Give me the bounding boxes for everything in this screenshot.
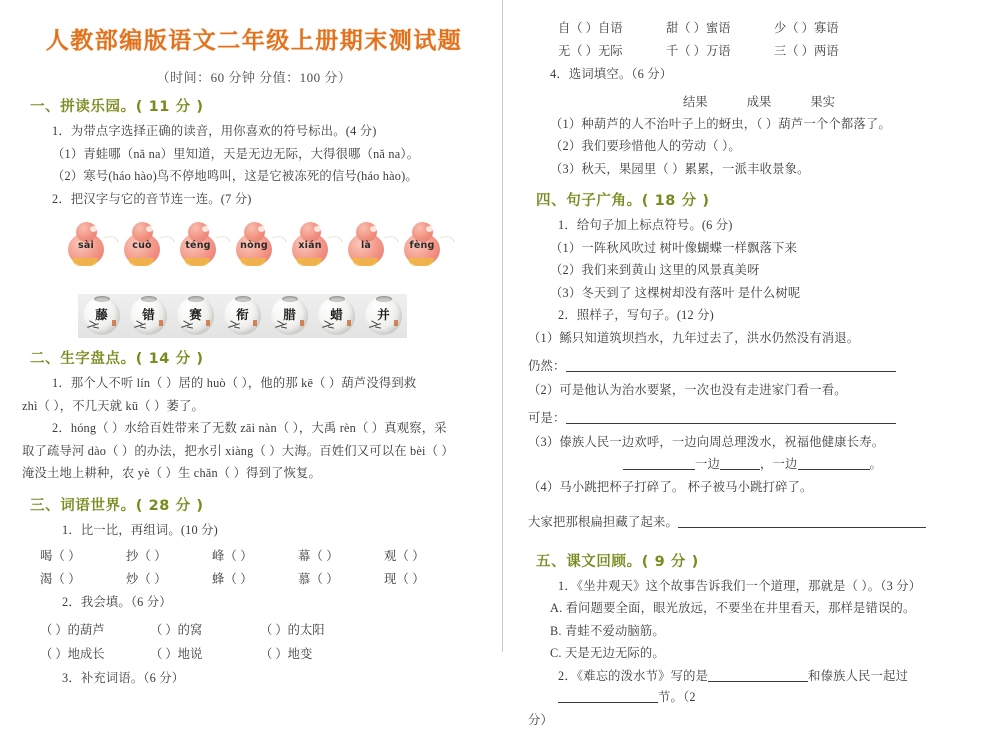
section-heading-1: 一、拼读乐园。( 11 分 ) bbox=[30, 99, 204, 115]
question-5-1-prompt: 1．《坐井观天》这个故事告诉我们一个道理，那就是（ ）。（3 分） bbox=[558, 578, 922, 593]
gourd-top-icon bbox=[300, 222, 321, 242]
choice-word: 果实 bbox=[810, 94, 835, 109]
question-1-1-prompt: 1．为带点字选择正确的读音，用你喜欢的符号标出。(4 分) bbox=[52, 124, 377, 138]
section-heading-3: 三、词语世界。( 28 分 ) bbox=[30, 497, 204, 514]
answer-blank[interactable] bbox=[623, 456, 695, 470]
gourd-top-icon bbox=[76, 222, 97, 242]
question-1-2-prompt: 2．把汉字与它的音节连一连。(7 分) bbox=[52, 191, 252, 206]
jar-item bbox=[219, 294, 266, 338]
idiom-row-bottom bbox=[558, 41, 990, 59]
fill-blank-cell: （ ）地变 bbox=[260, 646, 313, 661]
answer-blank[interactable] bbox=[566, 358, 896, 372]
question-1-1-item-2: （2）寒号(háo hào)鸟不停地鸣叫，这是它被冻死的信号(háo hào)。 bbox=[52, 169, 418, 184]
gourd-pinyin-label: nòng bbox=[240, 240, 268, 252]
word-pair-cell: 抄（ ） bbox=[126, 549, 167, 564]
gourd-pinyin-label: sài bbox=[78, 240, 94, 252]
answer-line-4 bbox=[528, 512, 990, 534]
jar-item bbox=[313, 294, 360, 338]
gourd-base-icon bbox=[184, 258, 210, 266]
fill-blank-cell: （ ）的太阳 bbox=[260, 622, 325, 637]
gourd-base-icon bbox=[240, 258, 266, 266]
answer-blank[interactable] bbox=[678, 514, 926, 528]
gourd-pinyin-label: xián bbox=[298, 240, 322, 252]
question-3-4-prompt: 4．选词填空。（6 分） bbox=[550, 67, 673, 81]
column-divider bbox=[502, 0, 503, 652]
answer-blank[interactable] bbox=[798, 456, 870, 470]
jar-character-label: 衔 bbox=[236, 307, 249, 323]
idiom-cell: 少（ ）寡语 bbox=[774, 21, 839, 35]
word-pair-cell: 渴（ ） bbox=[40, 572, 81, 587]
answer-line-2-label: 可是： bbox=[528, 411, 566, 426]
character-jar-row bbox=[78, 294, 486, 338]
fill-blank-cell: （ ）地成长 bbox=[40, 646, 105, 661]
idiom-cell: 自（ ）自语 bbox=[558, 21, 623, 35]
jar-character-label: 赛 bbox=[189, 307, 202, 323]
idiom-cell: 无（ ）无际 bbox=[558, 44, 623, 58]
section-heading-2: 二、生字盘点。( 14 分 ) bbox=[30, 351, 204, 368]
word-pair-cell: 幕（ ） bbox=[298, 549, 339, 564]
gourd-base-icon bbox=[408, 258, 434, 266]
section-2-line-2: zhì（ ），不几天就 kū（ ）萎了。 bbox=[22, 398, 204, 413]
answer-blank[interactable] bbox=[566, 410, 896, 424]
jar-item bbox=[172, 294, 219, 338]
word-pair-cell: 现（ ） bbox=[384, 572, 425, 587]
answer-line-2 bbox=[528, 408, 990, 430]
pattern-part-b: ，一边 bbox=[760, 457, 798, 472]
gourd-base-icon bbox=[72, 258, 98, 266]
word-pair-cell: 蜂（ ） bbox=[212, 572, 253, 587]
question-5-1-option-c[interactable]: C. 天是无边无际的。 bbox=[550, 646, 665, 661]
question-4-1-item-3: （3）冬天到了 这棵树却没有落叶 是什么树呢 bbox=[550, 285, 801, 300]
word-pair-cell: 炒（ ） bbox=[126, 572, 167, 587]
question-4-1-item-2: （2）我们来到黄山 这里的风景真美呀 bbox=[550, 263, 760, 278]
jar-item bbox=[266, 294, 313, 338]
answer-line-1 bbox=[528, 356, 990, 378]
gourd-item bbox=[396, 220, 452, 268]
question-5-2-overflow: 分） bbox=[528, 712, 553, 727]
section-heading-5: 五、课文回顾。( 9 分 ) bbox=[536, 553, 699, 570]
question-3-3-prompt: 3．补充词语。（6 分） bbox=[62, 670, 185, 685]
gourd-item bbox=[340, 220, 396, 268]
question-3-4-item-2: （2）我们要珍惜他人的劳动（ ）。 bbox=[550, 139, 741, 154]
choice-word: 成果 bbox=[746, 94, 772, 109]
jar-character-label: 蜡 bbox=[330, 307, 343, 323]
choice-word: 结果 bbox=[683, 94, 708, 109]
exam-meta: （时间：60 分钟 分值：100 分） bbox=[156, 70, 352, 85]
question-4-1-prompt: 1．给句子加上标点符号。(6 分) bbox=[558, 218, 733, 233]
word-pair-cell: 观（ ） bbox=[384, 549, 425, 564]
answer-line-3 bbox=[623, 454, 990, 476]
gourd-pinyin-label: cuò bbox=[132, 240, 152, 252]
idiom-cell: 千（ ）万语 bbox=[666, 44, 731, 58]
jar-item bbox=[360, 294, 407, 338]
pinyin-gourd-row bbox=[60, 220, 486, 268]
question-3-4-item-3: （3）秋天，果园里（ ）累累，一派丰收景象。 bbox=[550, 161, 810, 176]
gourd-top-icon bbox=[132, 222, 153, 242]
jar-character-label: 并 bbox=[377, 307, 390, 323]
answer-blank[interactable] bbox=[720, 456, 760, 470]
gourd-pinyin-label: fèng bbox=[409, 240, 435, 252]
gourd-base-icon bbox=[352, 258, 378, 266]
gourd-item bbox=[60, 220, 116, 268]
fill-blank-row-bottom bbox=[40, 644, 486, 662]
gourd-pinyin-label: là bbox=[360, 240, 372, 252]
word-choice-bank bbox=[528, 92, 990, 110]
jar-character-label: 藤 bbox=[95, 307, 108, 323]
question-3-2-prompt: 2．我会填。（6 分） bbox=[62, 595, 172, 610]
question-3-4-item-1: （1）种葫芦的人不治叶子上的蚜虫，（ ）葫芦一个个都落了。 bbox=[550, 116, 891, 131]
question-5-1-option-a[interactable]: A. 看问题要全面，眼光放远，不要坐在井里看天，那样是错误的。 bbox=[550, 601, 916, 616]
question-4-2-item-3: （3）傣族人民一边欢呼，一边向周总理泼水，祝福他健康长寿。 bbox=[528, 434, 885, 449]
fill-blank-row-top bbox=[40, 620, 486, 638]
question-1-1-item-1: （1）青蛙哪（nǎ na）里知道，天是无边无际，大得很哪（nǎ na）。 bbox=[52, 146, 420, 161]
question-4-2-item-1: （1）鲧只知道筑坝挡水，九年过去了，洪水仍然没有消退。 bbox=[528, 330, 860, 345]
gourd-base-icon bbox=[128, 258, 154, 266]
left-column bbox=[0, 0, 504, 685]
word-pair-row-bottom bbox=[40, 569, 486, 587]
answer-line-4-label: 大家把那根扁担藏了起来。 bbox=[528, 515, 678, 530]
word-pair-cell: 慕（ ） bbox=[298, 572, 339, 587]
jar-item bbox=[125, 294, 172, 338]
pattern-part-a: 一边 bbox=[695, 457, 720, 472]
gourd-item bbox=[228, 220, 284, 268]
question-5-1-option-b[interactable]: B. 青蛙不爱动脑筋。 bbox=[550, 623, 665, 638]
jar-character-label: 腊 bbox=[283, 307, 296, 323]
right-column bbox=[504, 0, 1008, 727]
fill-blank-cell: （ ）的葫芦 bbox=[40, 622, 105, 637]
page-title: 人教部编版语文二年级上册期末测试题 bbox=[45, 27, 463, 54]
question-4-1-item-1: （1）一阵秋风吹过 树叶像蝴蝶一样飘落下来 bbox=[550, 240, 798, 255]
question-5-2-line bbox=[558, 666, 990, 709]
pattern-part-end: 。 bbox=[869, 457, 882, 472]
question-5-2-part-a: 2．《难忘的泼水节》写的是 bbox=[558, 668, 709, 683]
gourd-top-icon bbox=[244, 222, 265, 242]
fill-blank-cell: （ ）地说 bbox=[150, 646, 203, 661]
fill-blank-cell: （ ）的窝 bbox=[150, 622, 203, 637]
gourd-item bbox=[284, 220, 340, 268]
question-5-2-part-b: 和傣族人民一起过 bbox=[808, 668, 909, 683]
idiom-cell: 三（ ）两语 bbox=[774, 44, 839, 58]
gourd-top-icon bbox=[356, 222, 377, 242]
question-3-1-prompt: 1．比一比，再组词。(10 分) bbox=[62, 522, 218, 537]
answer-line-1-label: 仍然： bbox=[528, 359, 566, 374]
answer-blank[interactable] bbox=[708, 668, 808, 682]
word-pair-cell: 峰（ ） bbox=[212, 549, 253, 564]
question-4-2-item-2: （2）可是他认为治水要紧，一次也没有走进家门看一看。 bbox=[528, 382, 847, 397]
section-2-line-4: 取了疏导河 dào（ ）的办法，把水引 xiàng（ ）大海。百姓们又可以在 bèi（ ） bbox=[22, 443, 454, 458]
word-pair-cell: 喝（ ） bbox=[40, 549, 81, 564]
word-pair-row-top bbox=[40, 546, 486, 564]
gourd-item bbox=[172, 220, 228, 268]
question-5-2-part-c: 节。（2 bbox=[658, 690, 696, 705]
answer-blank[interactable] bbox=[558, 689, 658, 703]
idiom-row-top bbox=[558, 18, 990, 36]
idiom-cell: 甜（ ）蜜语 bbox=[666, 21, 731, 35]
jar-item bbox=[78, 294, 125, 338]
section-heading-4: 四、句子广角。( 18 分 ) bbox=[536, 193, 710, 210]
question-4-2-item-4: （4）马小跳把杯子打碎了。 杯子被马小跳打碎了。 bbox=[528, 479, 813, 494]
question-4-2-prompt: 2．照样子，写句子。(12 分) bbox=[558, 308, 714, 323]
gourd-top-icon bbox=[188, 222, 209, 242]
gourd-pinyin-label: téng bbox=[185, 240, 211, 252]
gourd-base-icon bbox=[296, 258, 322, 266]
section-2-line-1: 1．那个人不听 lín（ ）居的 huò（ ），他的那 kē（ ）葫芦没得到救 bbox=[52, 376, 417, 391]
section-2-line-5: 淹没土地上耕种，农 yè（ ）生 chǎn（ ）得到了恢复。 bbox=[22, 466, 322, 481]
gourd-top-icon bbox=[412, 222, 433, 242]
jar-character-label: 错 bbox=[142, 307, 155, 323]
gourd-item bbox=[116, 220, 172, 268]
section-2-line-3: 2．hóng（ ）水给百姓带来了无数 zāi nàn（ ），大禹 rèn（ ）真观察，采 bbox=[52, 421, 447, 436]
